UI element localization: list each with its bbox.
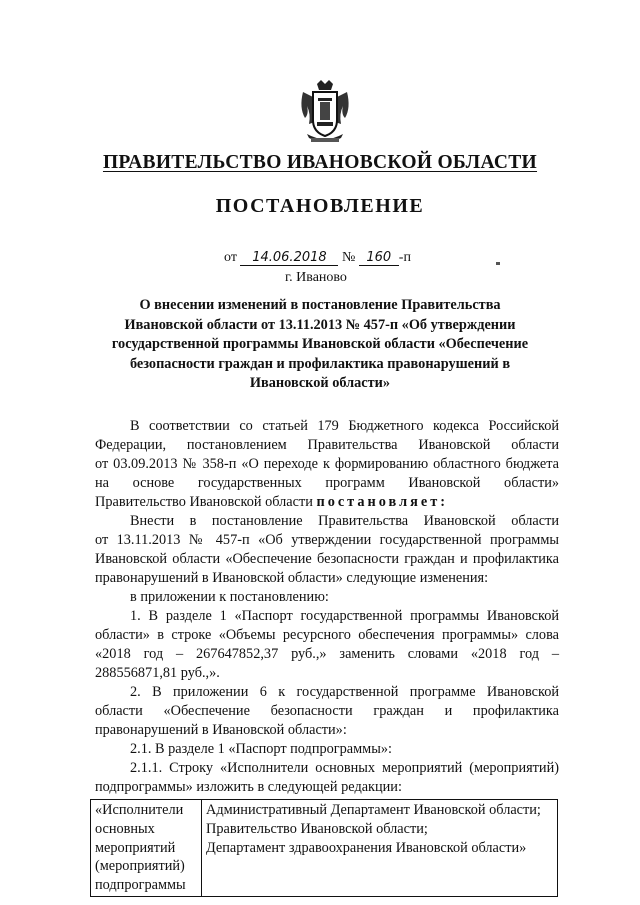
body-line: от 13.11.2013 № 457-п «Об утверждении государственной программы xyxy=(95,532,559,548)
body-line: области «Обеспечение безопасности граждан и профилактика xyxy=(95,703,559,719)
date-number-line xyxy=(224,250,411,266)
cell-line: Департамент здравоохранения Ивановской области» xyxy=(206,839,527,856)
date-prefix: от xyxy=(224,250,237,265)
body-line: подпрограммы» изложить в следующей редакции: xyxy=(95,779,402,795)
government-title: ПРАВИТЕЛЬСТВО ИВАНОВСКОЙ ОБЛАСТИ xyxy=(102,152,538,173)
cell-line: мероприятий xyxy=(95,839,176,856)
table-cell-label xyxy=(91,800,202,897)
body-line: Ивановской области «Обеспечение безопасности граждан и профилактика xyxy=(95,551,559,567)
decree-line xyxy=(95,493,559,512)
body-line: в приложении к постановлению: xyxy=(130,589,329,605)
cell-line: (мероприятий) xyxy=(95,858,185,875)
body-line: от 03.09.2013 № 358-п «О переходе к формированию областного бюджета xyxy=(95,456,559,472)
body-line: Внести в постановление Правительства Ивановской области xyxy=(130,513,559,529)
body-line: 2.1. В разделе 1 «Паспорт подпрограммы»: xyxy=(130,741,392,757)
handwritten-number: 160 xyxy=(359,251,399,266)
body-line: 1. В разделе 1 «Паспорт государственной программы Ивановской xyxy=(130,608,559,624)
body-line: 2.1.1. Строку «Исполнители основных мероприятий (мероприятий) xyxy=(130,760,559,776)
body-line: на основе государственных программ Ивановской области» xyxy=(95,475,559,491)
executors-table xyxy=(90,799,558,897)
body-line: правонарушений в Ивановской области» следующие изменения: xyxy=(95,570,489,586)
decree-verb: постановляет: xyxy=(316,494,448,510)
number-sign: № xyxy=(341,250,356,265)
coat-of-arms-emblem xyxy=(297,78,353,144)
body-line: правонарушений в Ивановской области»: xyxy=(95,722,347,738)
cell-line: подпрограммы xyxy=(95,877,186,894)
body-line: 2. В приложении 6 к государственной программе Ивановской xyxy=(130,684,559,700)
body-line: 288556871,81 руб.,». xyxy=(95,665,220,681)
handwritten-date: 14.06.2018 xyxy=(240,251,338,266)
decree-subject: О внесении изменений в постановление Правительства Ивановской области от 13.11.2013 № 457-п «Об утверждении государственной программы Ивановской области «Обеспечение безопасности граждан и профилактика правонарушений в Ивановской области» xyxy=(111,297,529,391)
document-type-title: ПОСТАНОВЛЕНИЕ xyxy=(215,195,425,217)
city-line: г. Иваново xyxy=(285,270,347,285)
cell-line: «Исполнители xyxy=(95,802,184,818)
decree-lead: Правительство Ивановской области xyxy=(95,494,317,510)
table-row xyxy=(91,800,558,897)
number-suffix: -п xyxy=(398,250,411,265)
body-line: «2018 год – 267647852,37 руб.,» заменить словами «2018 год – xyxy=(95,646,559,662)
scan-mark xyxy=(496,262,500,265)
body-line: В соответствии со статьей 179 Бюджетного кодекса Российской xyxy=(130,418,559,434)
body-line: Федерации, постановлением Правительства Ивановской области xyxy=(95,437,559,453)
cell-line: основных xyxy=(95,820,155,837)
cell-line: Правительство Ивановской области; xyxy=(206,820,428,837)
table-cell-value xyxy=(202,800,558,897)
body-line: области» в строке «Объемы ресурсного обеспечения программы» слова xyxy=(95,627,559,643)
cell-line: Административный Департамент Ивановской области; xyxy=(206,802,541,818)
